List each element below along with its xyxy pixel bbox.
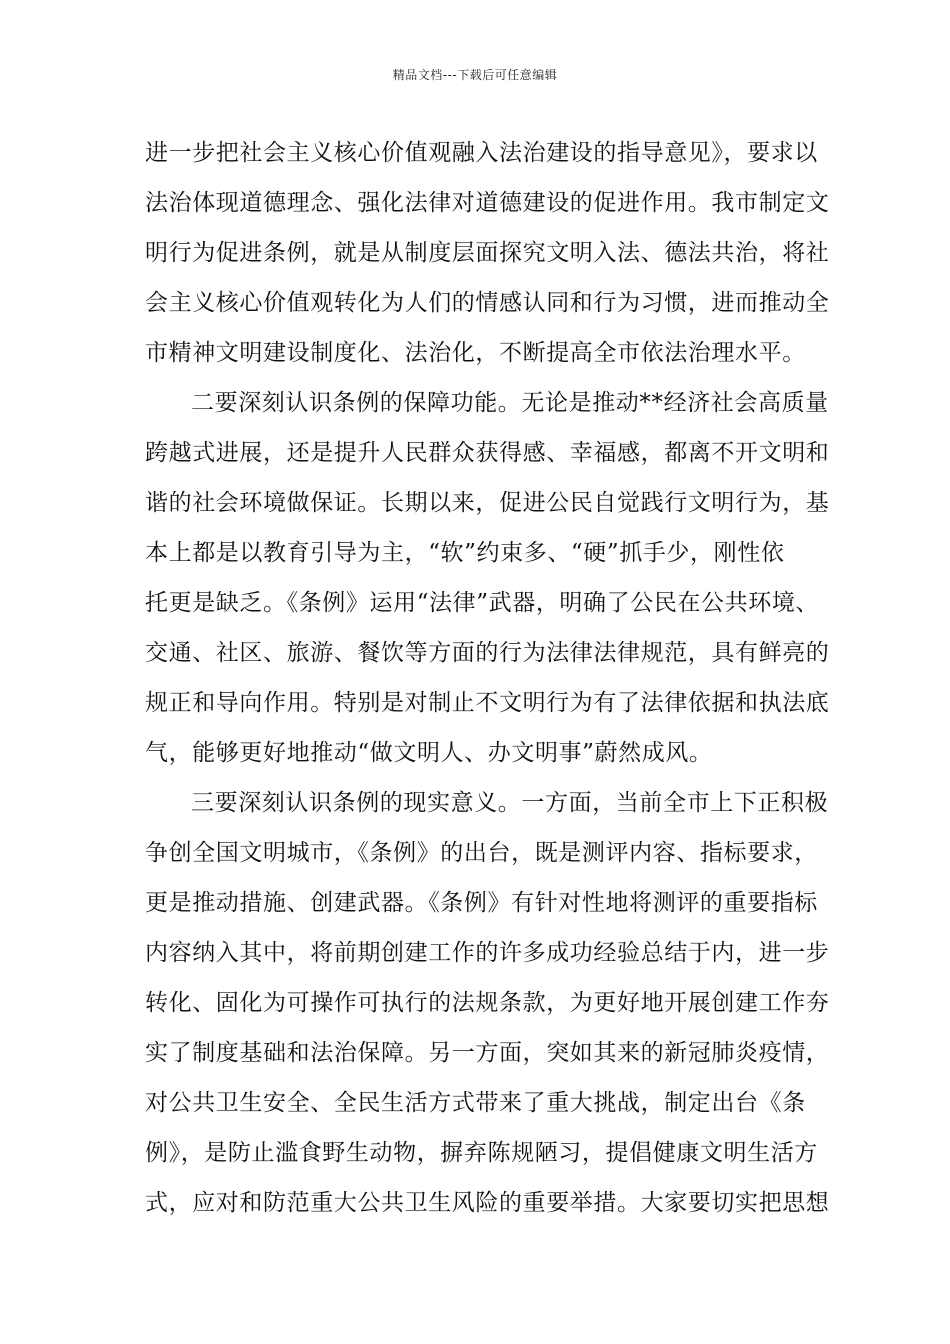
text-line: 法治体现道德理念、强化法律对道德建设的促进作用。我市制定文 — [145, 190, 830, 216]
paragraph — [145, 378, 830, 778]
text-line: 谐的社会环境做保证。长期以来，促进公民自觉践行文明行为，基 — [145, 490, 830, 516]
text-line: 本上都是以教育引导为主，“软”约束多、“硬”抓手少，刚性依 — [145, 540, 785, 566]
text-line: 交通、社区、旅游、餐饮等方面的行为法律法律规范，具有鲜亮的 — [145, 640, 830, 666]
page-header: 精品文档---下载后可任意编辑 — [392, 68, 558, 82]
document-body — [145, 128, 830, 1228]
text-line: 明行为促进条例，就是从制度层面探究文明入法、德法共治，将社 — [145, 240, 830, 266]
text-line: 跨越式进展，还是提升人民群众获得感、幸福感，都离不开文明和 — [145, 440, 830, 466]
text-line: 实了制度基础和法治保障。另一方面，突如其来的新冠肺炎疫情， — [145, 1040, 830, 1066]
text-line: 例》，是防止滥食野生动物，摒弃陈规陋习，提倡健康文明生活方 — [145, 1140, 818, 1166]
text-line: 进一步把社会主义核心价值观融入法治建设的指导意见》，要求以 — [145, 140, 818, 166]
text-line: 对公共卫生安全、全民生活方式带来了重大挑战，制定出台《条 — [145, 1090, 806, 1116]
text-line: 内容纳入其中，将前期创建工作的许多成功经验总结于内，进一步 — [145, 940, 830, 966]
text-line: 三要深刻认识条例的现实意义。一方面，当前全市上下正积极 — [191, 790, 829, 816]
text-line: 更是推动措施、创建武器。《条例》有针对性地将测评的重要指标 — [145, 890, 818, 916]
text-line: 气，能够更好地推动“做文明人、办文明事”蔚然成风。 — [145, 740, 713, 766]
text-line: 会主义核心价值观转化为人们的情感认同和行为习惯，进而推动全 — [145, 290, 830, 316]
text-line: 市精神文明建设制度化、法治化，不断提高全市依法治理水平。 — [145, 340, 806, 366]
text-line: 规正和导向作用。特别是对制止不文明行为有了法律依据和执法底 — [145, 690, 830, 716]
text-line: 托更是缺乏。《条例》运用“法律”武器，明确了公民在公共环境、 — [145, 590, 820, 616]
text-line: 式，应对和防范重大公共卫生风险的重要举措。大家要切实把思想 — [145, 1190, 830, 1216]
paragraph — [145, 128, 830, 378]
text-line: 二要深刻认识条例的保障功能。无论是推动**经济社会高质量 — [191, 390, 829, 416]
text-line: 转化、固化为可操作可执行的法规条款，为更好地开展创建工作夯 — [145, 990, 830, 1016]
paragraph — [145, 778, 830, 1228]
text-line: 争创全国文明城市，《条例》的出台，既是测评内容、指标要求， — [145, 840, 818, 866]
